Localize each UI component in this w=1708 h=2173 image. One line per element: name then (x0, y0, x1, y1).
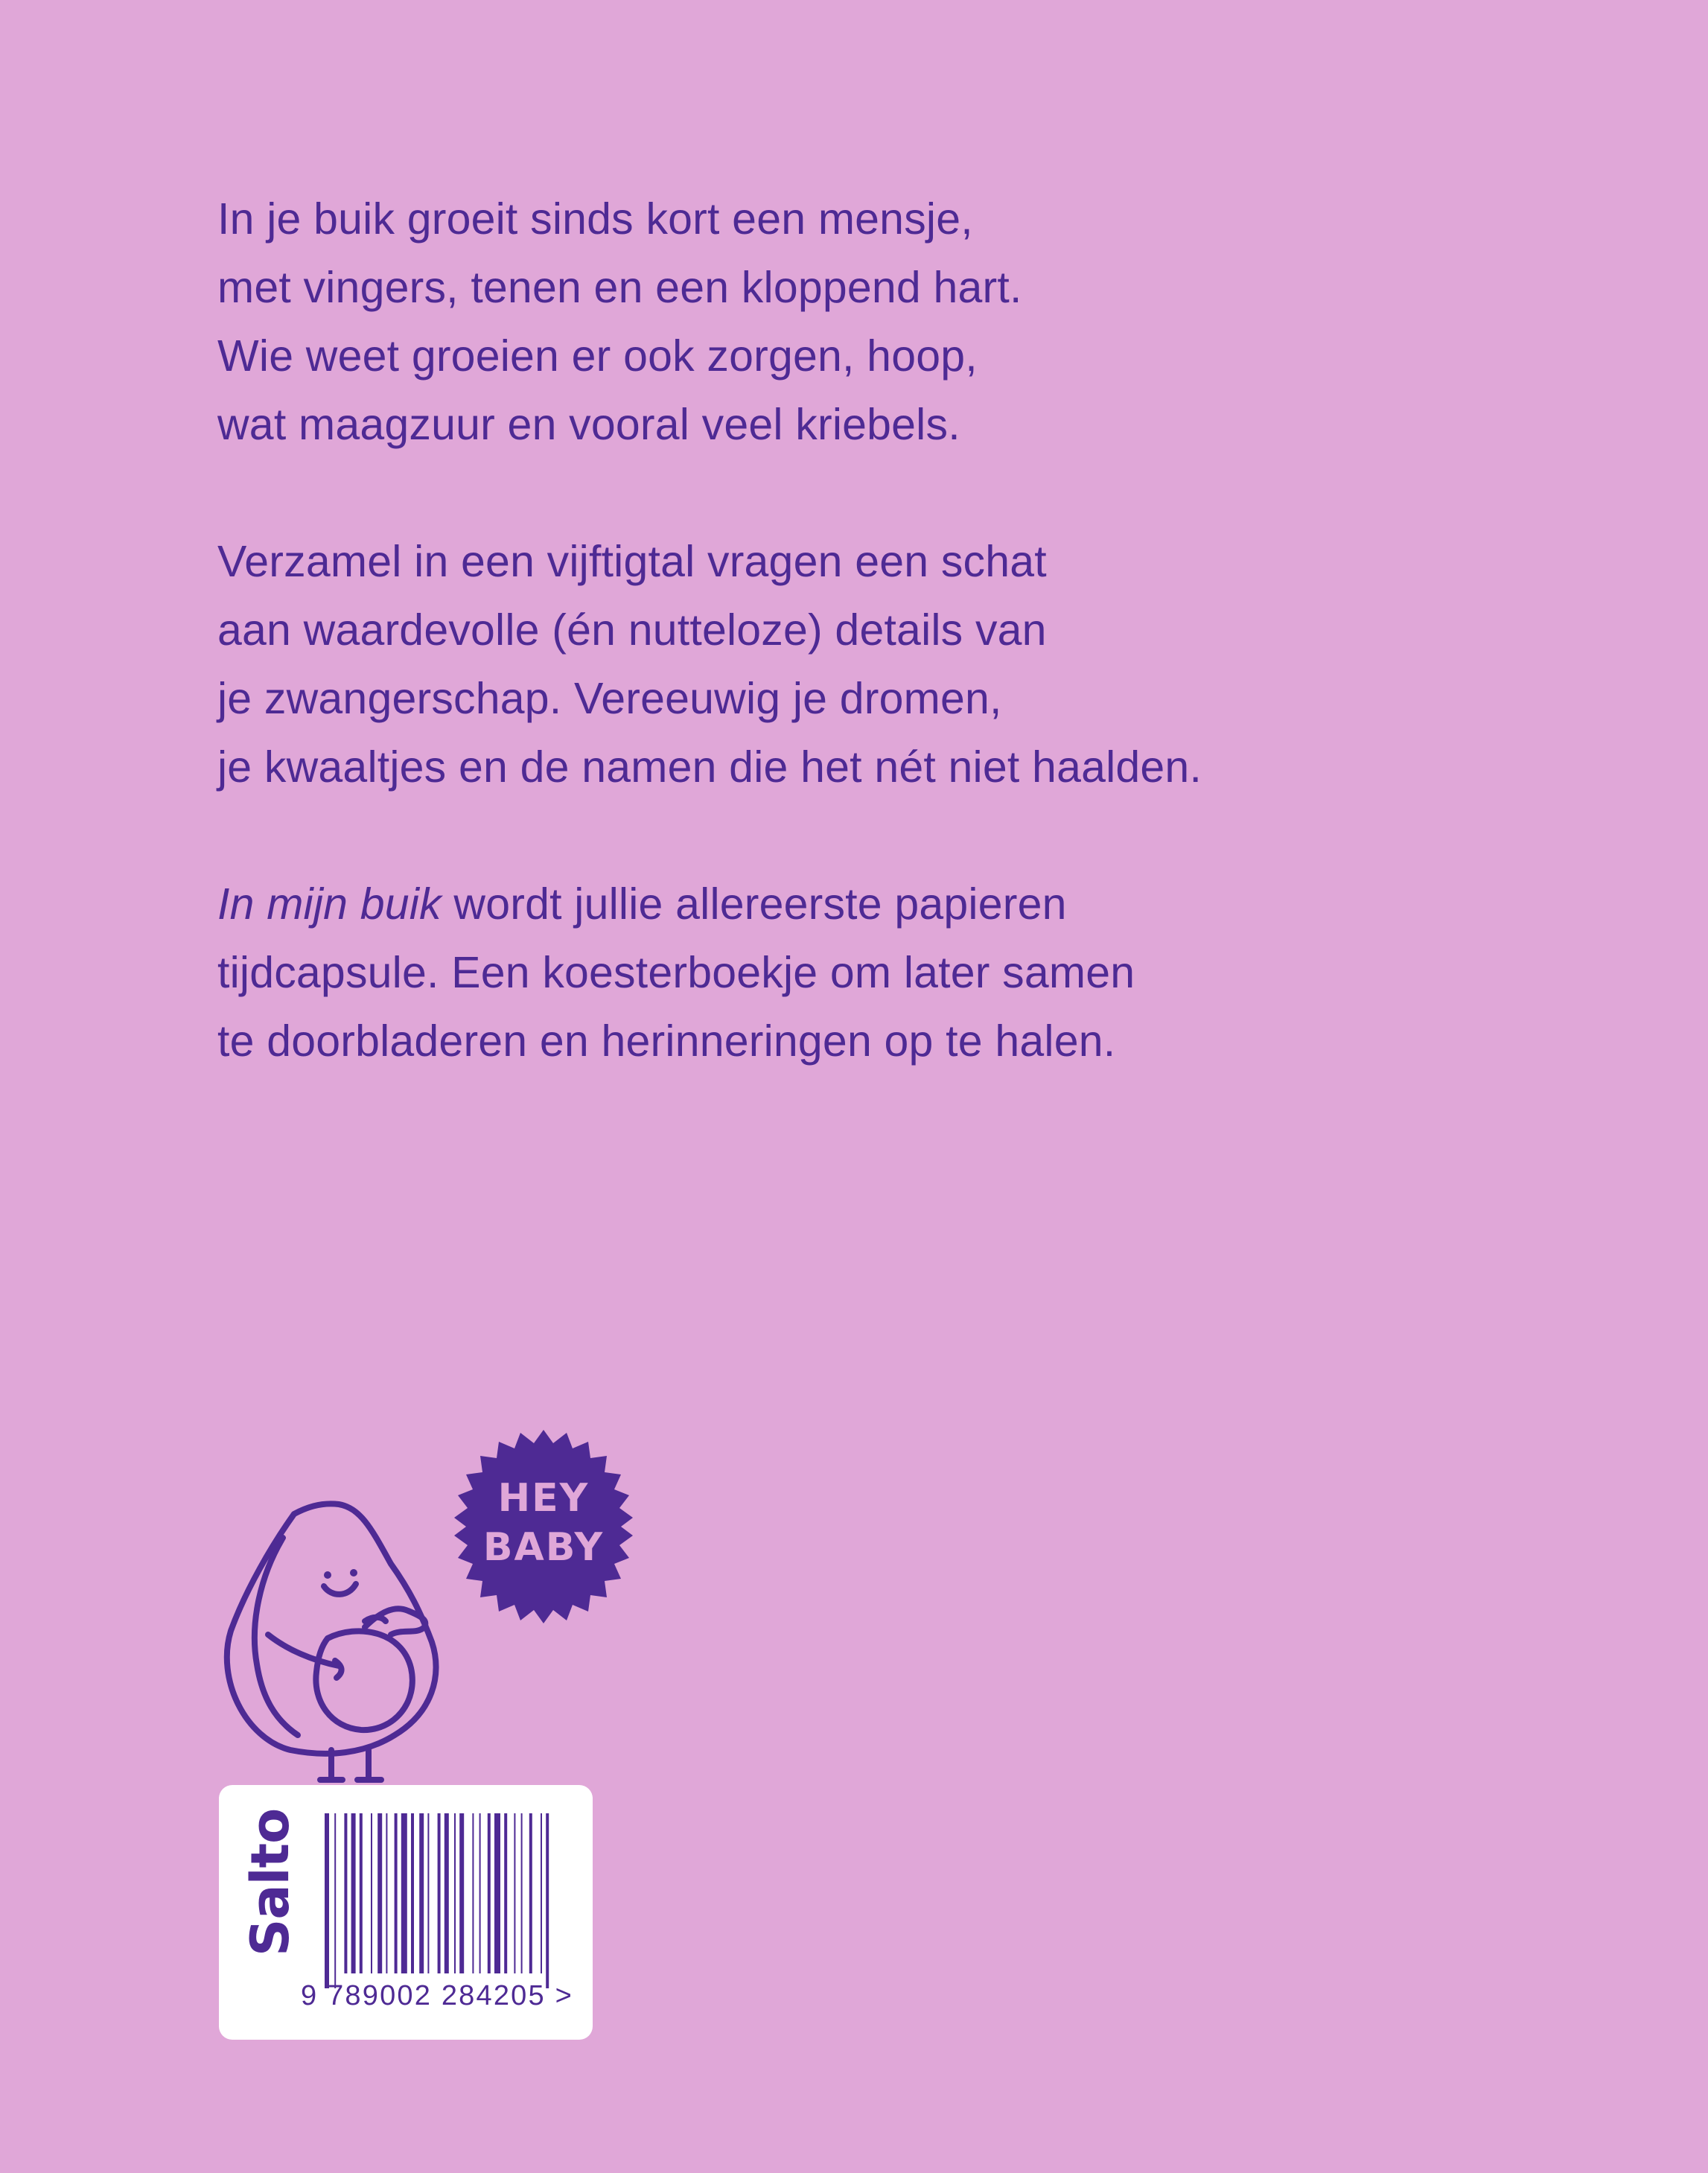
publisher-logo: Salto (240, 1808, 301, 1956)
book-title: In mijn buik (217, 879, 442, 929)
barcode-bar (479, 1813, 481, 1973)
barcode-bar (444, 1813, 449, 1973)
blurb-line: tijdcapsule. Een koesterboekje om later samen (217, 948, 1135, 997)
blurb-line: te doorbladeren en herinneringen op te halen. (217, 1016, 1116, 1066)
barcode-bar (351, 1813, 356, 1973)
barcode-bar (459, 1813, 464, 1973)
blurb-line-rest: wordt jullie allereerste papieren (441, 879, 1067, 929)
barcode-bar (454, 1813, 456, 1973)
barcode-bar (488, 1813, 491, 1973)
badge-text-line-2: BABY (482, 1525, 605, 1570)
barcode-bar (514, 1813, 515, 1973)
blurb-line (217, 870, 1558, 938)
blurb-line: aan waardevolle (én nutteloze) details van (217, 605, 1047, 655)
barcode-bar (521, 1813, 523, 1973)
barcode-bar (494, 1813, 500, 1973)
avocado-character-icon (216, 1493, 454, 1791)
barcode-bar (472, 1813, 474, 1973)
blurb-line: Wie weet groeien er ook zorgen, hoop, (217, 331, 978, 381)
badge-text-line-1: HEY (497, 1476, 590, 1521)
barcode-bar (438, 1813, 441, 1973)
blurb-line: Verzamel in een vijftigtal vragen een schat (217, 537, 1047, 586)
barcode-bar (334, 1813, 336, 1988)
blurb-line: je kwaaltjes en de namen die het nét niet haalden. (217, 742, 1202, 792)
blurb-line: In je buik groeit sinds kort een mensje, (217, 194, 973, 244)
barcode-bar (325, 1813, 329, 1988)
barcode-bar (419, 1813, 424, 1973)
back-cover-blurb (217, 185, 1558, 1144)
blurb-line: met vingers, tenen en een kloppend hart. (217, 263, 1022, 312)
barcode-bar (504, 1813, 507, 1973)
barcode-bar (377, 1813, 382, 1973)
isbn-number: 9 789002 284205 > (301, 1980, 574, 2011)
barcode-bar (401, 1813, 407, 1973)
barcode-panel (219, 1785, 593, 2040)
barcode-bar (395, 1813, 398, 1973)
blurb-line: wat maagzuur en vooral veel kriebels. (217, 400, 960, 449)
barcode-bar (541, 1813, 542, 1973)
barcode-bar (386, 1813, 387, 1973)
barcode-bar (371, 1813, 372, 1973)
blurb-line: je zwangerschap. Vereeuwig je dromen, (217, 674, 1002, 723)
barcode-bar (344, 1813, 347, 1973)
blurb-paragraph-3 (217, 870, 1558, 1075)
hey-baby-badge (447, 1430, 640, 1623)
barcode-bar (529, 1813, 532, 1973)
barcode-bar (546, 1813, 549, 1988)
blurb-paragraph-2 (217, 527, 1558, 801)
barcode-bar (360, 1813, 363, 1973)
barcode-bar (411, 1813, 414, 1973)
blurb-paragraph-1 (217, 185, 1558, 459)
barcode (325, 1813, 574, 1988)
barcode-bar (427, 1813, 429, 1973)
